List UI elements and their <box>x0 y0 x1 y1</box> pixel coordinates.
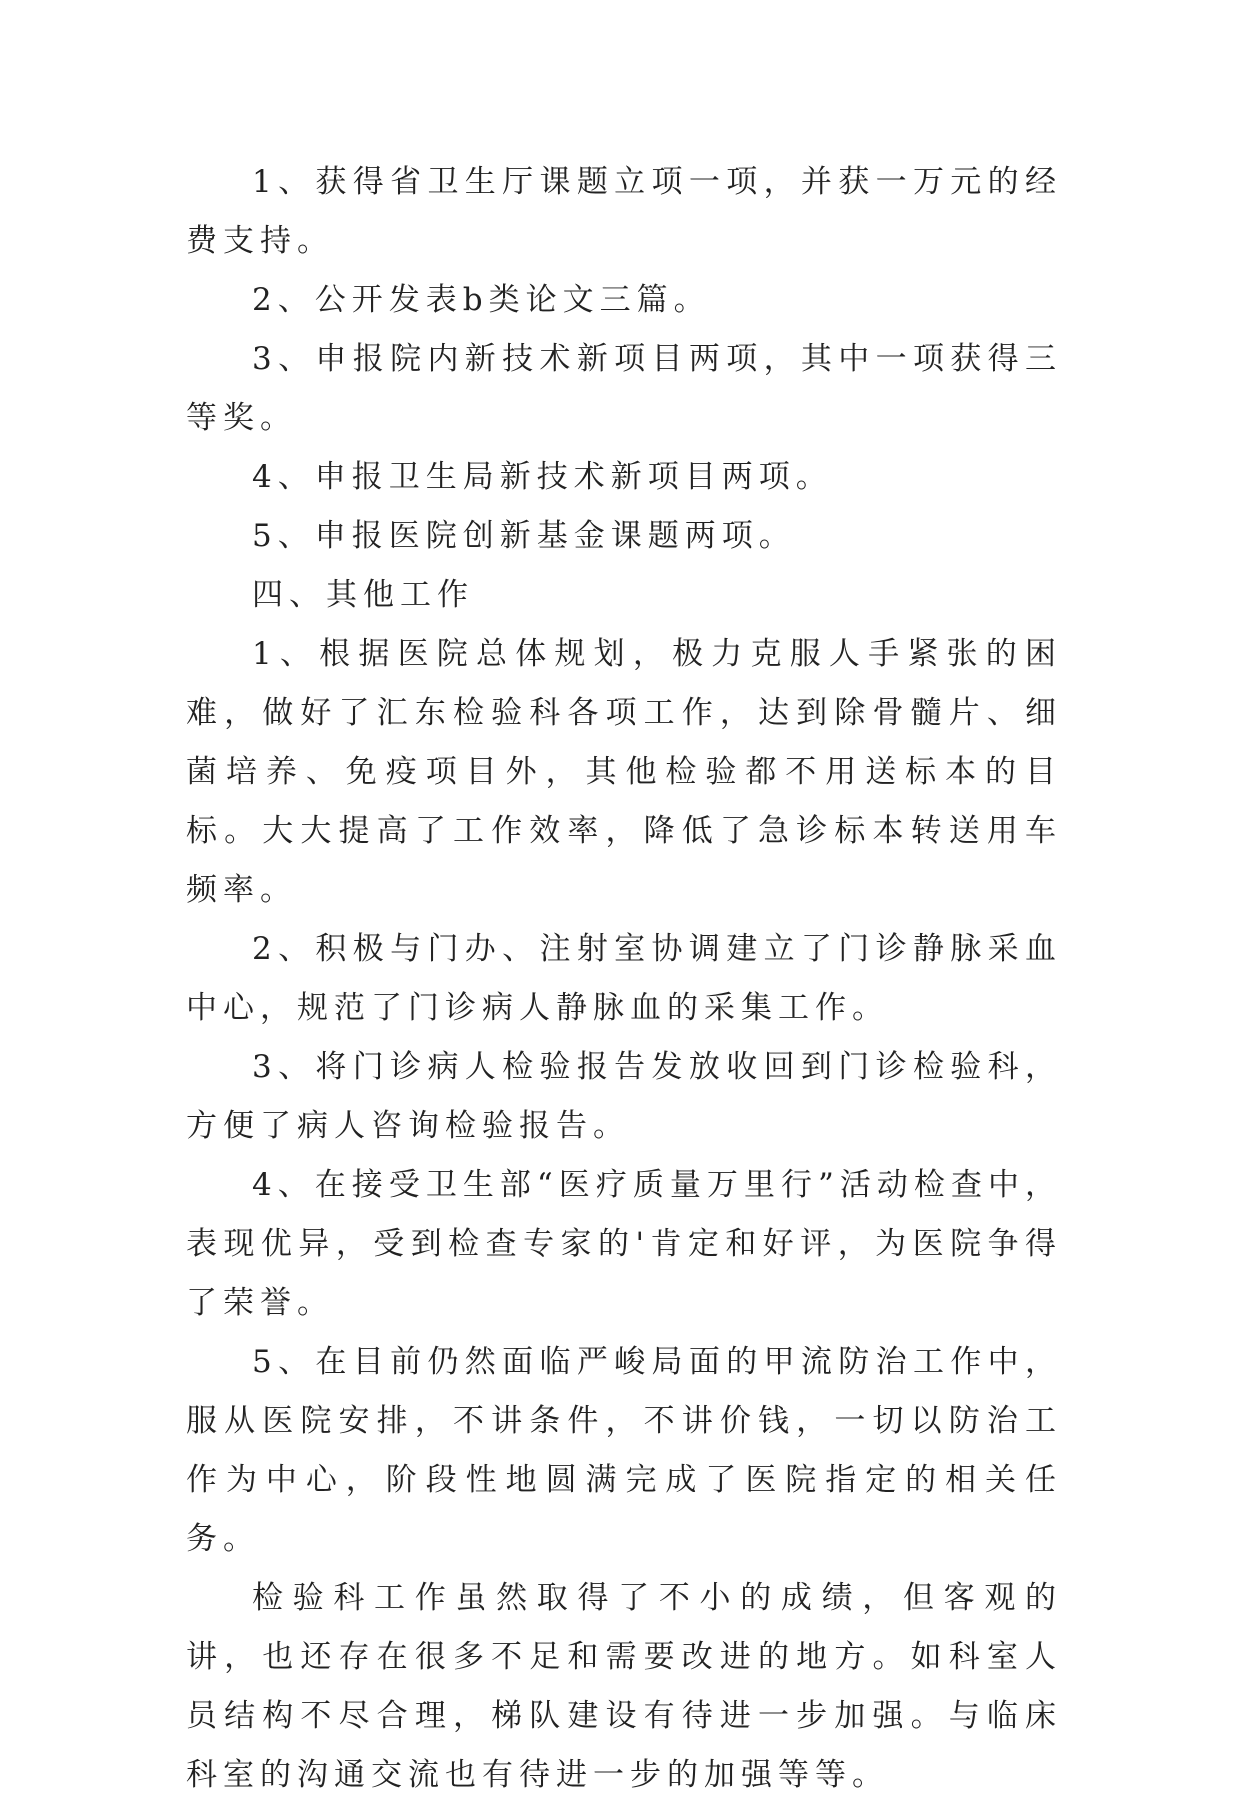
paragraph-achievement-1: 1、获得省卫生厅课题立项一项，并获一万元的经费支持。 <box>186 164 1062 259</box>
document-body <box>186 153 1062 1805</box>
paragraph-other-work-3: 3、将门诊病人检验报告发放收回到门诊检验科，方便了病人咨询检验报告。 <box>186 1049 1062 1144</box>
paragraph-other-work-1: 1、根据医院总体规划，极力克服人手紧张的困难，做好了汇东检验科各项工作，达到除骨髓片、细菌培养、免疫项目外，其他检验都不用送标本的目标。大大提高了工作效率，降低了急诊标本转送用车频率。 <box>186 636 1062 908</box>
paragraph-other-work-5: 5、在目前仍然面临严峻局面的甲流防治工作中，服从医院安排，不讲条件，不讲价钱，一切以防治工作为中心，阶段性地圆满完成了医院指定的相关任务。 <box>186 1344 1062 1557</box>
paragraph-achievement-3: 3、申报院内新技术新项目两项，其中一项获得三等奖。 <box>186 341 1062 436</box>
paragraph-achievement-4: 4、申报卫生局新技术新项目两项。 <box>252 459 833 495</box>
paragraph-achievement-5: 5、申报医院创新基金课题两项。 <box>252 518 796 554</box>
paragraph-other-work-2: 2、积极与门办、注射室协调建立了门诊静脉采血中心，规范了门诊病人静脉血的采集工作。 <box>186 931 1062 1026</box>
paragraph-other-work-4: 4、在接受卫生部“医疗质量万里行”活动检查中，表现优异，受到检查专家的'肯定和好评，为医院争得了荣誉。 <box>186 1167 1062 1321</box>
paragraph-summary: 检验科工作虽然取得了不小的成绩，但客观的讲，也还存在很多不足和需要改进的地方。如科室人员结构不尽合理，梯队建设有待进一步加强。与临床科室的沟通交流也有待进一步的加强等等。 <box>186 1580 1062 1793</box>
section-heading-other-work: 四、其他工作 <box>252 577 474 613</box>
paragraph-achievement-2: 2、公开发表b类论文三篇。 <box>252 282 711 318</box>
